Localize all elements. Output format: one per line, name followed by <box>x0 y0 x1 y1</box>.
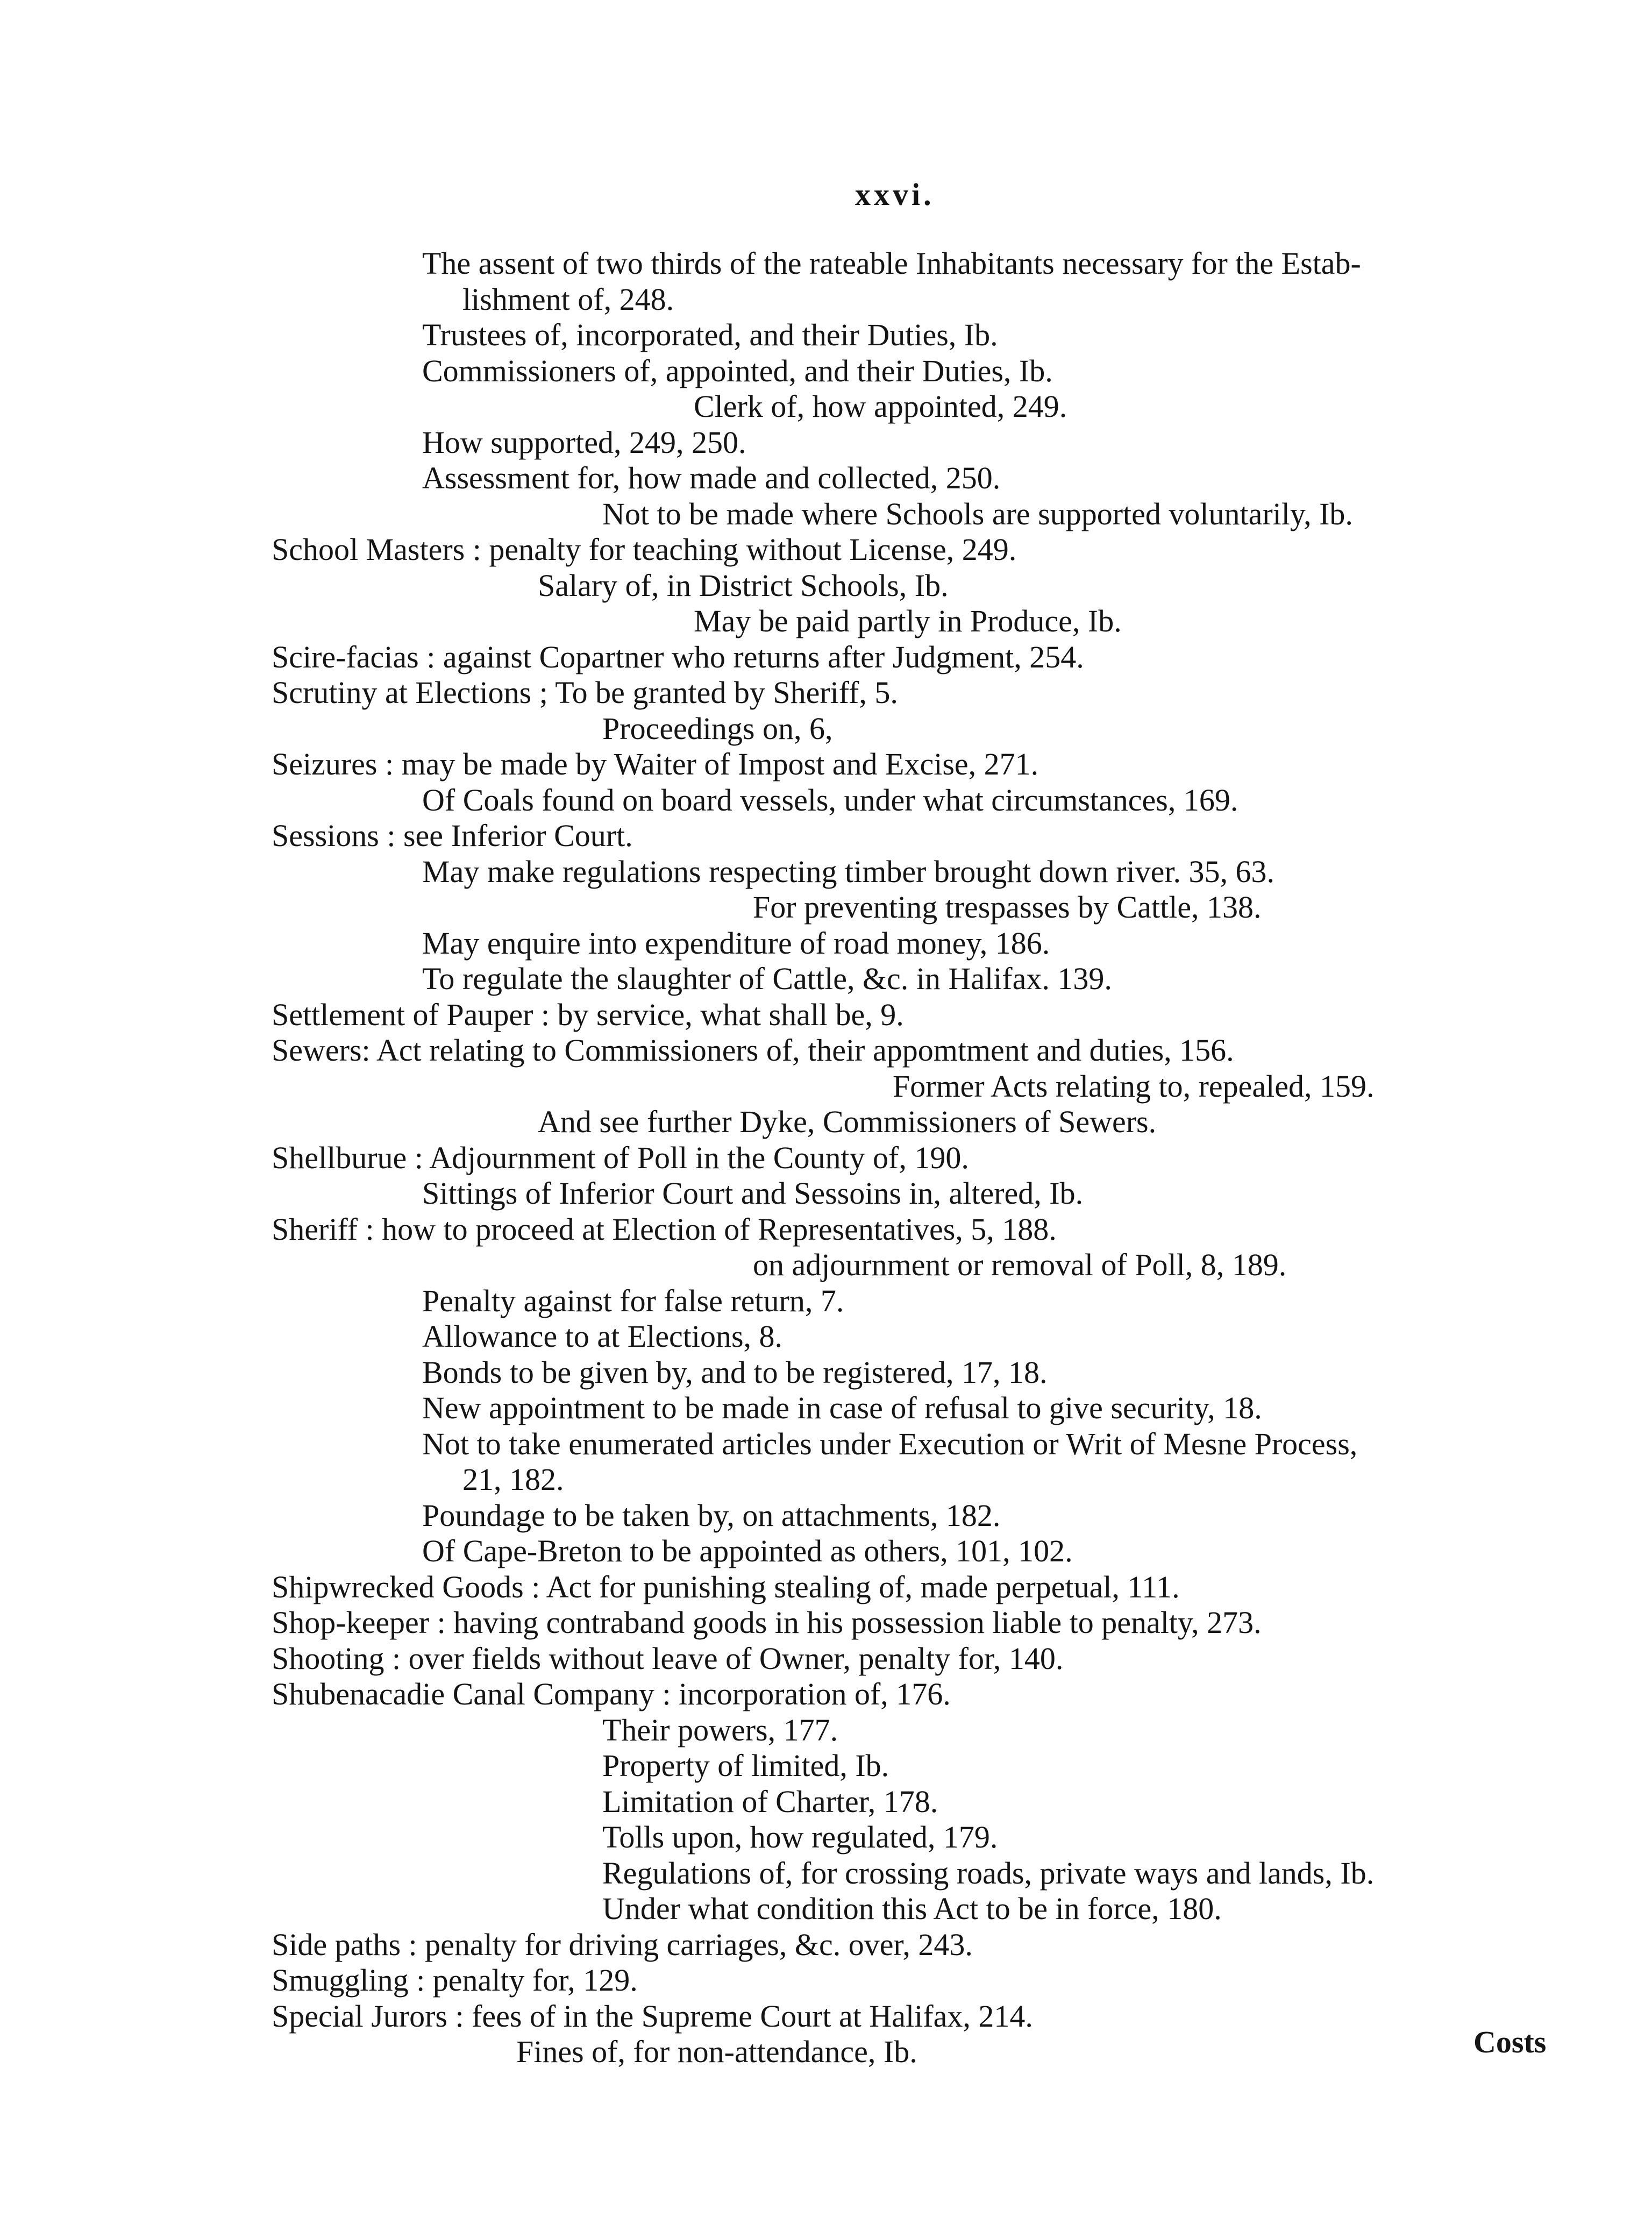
index-line: Sewers: Act relating to Commissioners of, their appomtment and duties, 156. <box>272 1033 1234 1068</box>
index-line: lishment of, 248. <box>462 281 674 317</box>
index-line: Trustees of, incorporated, and their Duties, Ib. <box>422 317 998 352</box>
index-line: Tolls upon, how regulated, 179. <box>602 1820 998 1855</box>
index-line: Of Coals found on board vessels, under what circumstances, 169. <box>422 782 1238 818</box>
index-line: May make regulations respecting timber brought down river. 35, 63. <box>422 854 1274 889</box>
index-line: And see further Dyke, Commissioners of Sewers. <box>538 1104 1157 1139</box>
index-line: Former Acts relating to, repealed, 159. <box>893 1068 1375 1104</box>
index-line: Regulations of, for crossing roads, private ways and lands, Ib. <box>602 1855 1375 1891</box>
page-number: xxvi. <box>855 177 935 212</box>
index-line: Special Jurors : fees of in the Supreme Court at Halifax, 214. <box>272 1998 1033 2034</box>
index-line: Commissioners of, appointed, and their Duties, Ib. <box>422 353 1053 388</box>
index-line: Assessment for, how made and collected, 250. <box>422 460 1001 495</box>
index-line: Sittings of Inferior Court and Sessoins in, altered, Ib. <box>422 1176 1084 1211</box>
index-line: Scrutiny at Elections ; To be granted by Sheriff, 5. <box>272 675 898 710</box>
index-line: Smuggling : penalty for, 129. <box>272 1963 638 1998</box>
index-line: Poundage to be taken by, on attachments, 182. <box>422 1497 1001 1533</box>
index-line: New appointment to be made in case of refusal to give security, 18. <box>422 1390 1262 1425</box>
index-line: Shop-keeper : having contraband goods in his possession liable to penalty, 273. <box>272 1605 1262 1640</box>
index-line: Side paths : penalty for driving carriages, &c. over, 243. <box>272 1927 973 1962</box>
index-line: School Masters : penalty for teaching without License, 249. <box>272 532 1017 567</box>
index-line: Shipwrecked Goods : Act for punishing stealing of, made perpetual, 111. <box>272 1569 1180 1604</box>
index-line: Salary of, in District Schools, Ib. <box>538 567 949 603</box>
index-line: Seizures : may be made by Waiter of Impost and Excise, 271. <box>272 747 1039 781</box>
index-line: Shooting : over fields without leave of Owner, penalty for, 140. <box>272 1640 1064 1676</box>
index-line: Sessions : see Inferior Court. <box>272 818 633 853</box>
index-line: To regulate the slaughter of Cattle, &c. in Halifax. 139. <box>422 961 1112 996</box>
index-line: May enquire into expenditure of road money, 186. <box>422 925 1050 961</box>
index-line: Not to be made where Schools are supported voluntarily, Ib. <box>602 496 1353 531</box>
index-line: Shellburue : Adjournment of Poll in the County of, 190. <box>272 1140 969 1175</box>
index-line: Proceedings on, 6, <box>602 711 833 746</box>
index-line: For preventing trespasses by Cattle, 138. <box>753 890 1262 925</box>
index-line: 21, 182. <box>462 1462 564 1497</box>
index-line: The assent of two thirds of the rateable Inhabitants necessary for the Estab- <box>422 246 1361 281</box>
index-line: Fines of, for non-attendance, Ib. <box>516 2034 917 2069</box>
index-line: Limitation of Charter, 178. <box>602 1784 938 1819</box>
index-line: Under what condition this Act to be in force, 180. <box>602 1891 1222 1926</box>
index-line: Property of limited, Ib. <box>602 1748 889 1783</box>
index-line: Clerk of, how appointed, 249. <box>694 389 1067 424</box>
index-line: Settlement of Pauper : by service, what shall be, 9. <box>272 997 904 1032</box>
catchword: Costs <box>1473 2024 1547 2059</box>
index-line: How supported, 249, 250. <box>422 424 746 460</box>
index-line: on adjournment or removal of Poll, 8, 189. <box>753 1247 1287 1282</box>
index-line: Of Cape-Breton to be appointed as others, 101, 102. <box>422 1533 1073 1568</box>
index-line: May be paid partly in Produce, Ib. <box>694 603 1122 638</box>
index-line: Their powers, 177. <box>602 1712 838 1747</box>
index-line: Sheriff : how to proceed at Election of Representatives, 5, 188. <box>272 1211 1057 1247</box>
index-line: Allowance to at Elections, 8. <box>422 1319 783 1354</box>
index-line: Shubenacadie Canal Company : incorporation of, 176. <box>272 1676 951 1711</box>
index-line: Bonds to be given by, and to be registered, 17, 18. <box>422 1354 1048 1390</box>
index-line: Scire-facias : against Copartner who returns after Judgment, 254. <box>272 639 1084 674</box>
index-line: Penalty against for false return, 7. <box>422 1283 844 1318</box>
index-line: Not to take enumerated articles under Execution or Writ of Mesne Process, <box>422 1426 1358 1461</box>
